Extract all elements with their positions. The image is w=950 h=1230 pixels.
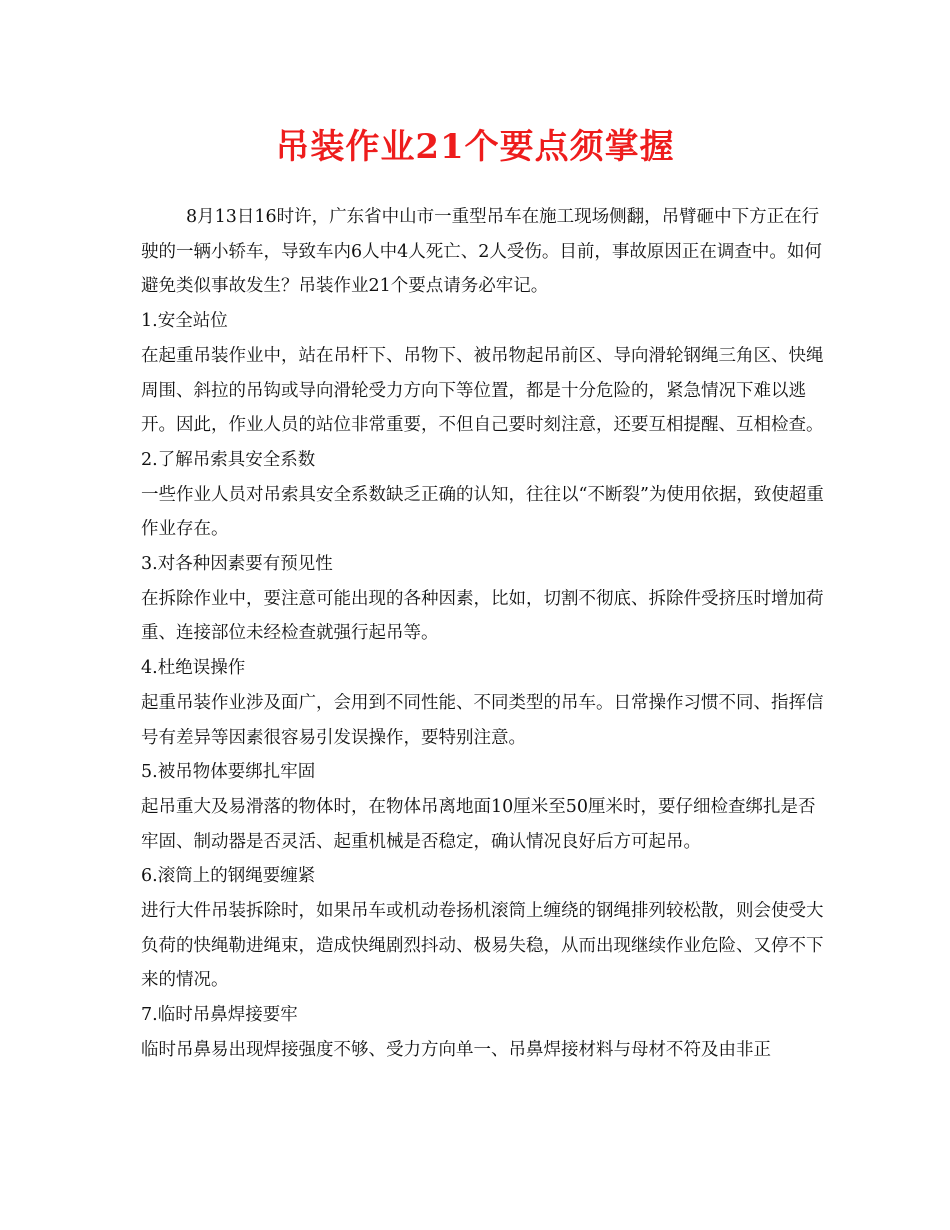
document-title: 吊装作业21个要点须掌握 [275, 127, 675, 167]
section-text: 在拆除作业中，要注意可能出现的各种因素，比如，切割不彻底、拆除件受挤压时增加荷重、连接部位未经检查就强行起吊等。 [141, 588, 824, 644]
section-heading: 5.被吊物体要绑扎牢固 [141, 762, 316, 783]
section-text: 起吊重大及易滑落的物体时，在物体吊离地面10厘米至50厘米时，要仔细检查绑扎是否牢固、制动器是否灵活、起重机械是否稳定，确认情况良好后方可起吊。 [141, 796, 816, 852]
section-text: 在起重吊装作业中，站在吊杆下、吊物下、被吊物起吊前区、导向滑轮钢绳三角区、快绳周围、斜拉的吊钩或导向滑轮受力方向下等位置，都是十分危险的，紧急情况下难以逃开。因此，作业人员的站位非常重要，不但自己要时刻注意，还要互相提醒、互相检查。 [141, 345, 824, 436]
section-text: 进行大件吊装拆除时，如果吊车或机动卷扬机滚筒上缠绕的钢绳排列较松散，则会使受大负荷的快绳勒进绳束，造成快绳剧烈抖动、极易失稳，从而出现继续作业危险、又停不下来的情况。 [141, 901, 824, 991]
section-heading: 6.滚筒上的钢绳要缠紧 [141, 866, 316, 887]
section-heading: 2.了解吊索具安全系数 [141, 449, 316, 470]
section-text: 一些作业人员对吊索具安全系数缺乏正确的认知，往往以“不断裂”为使用依据，致使超重作业存在。 [141, 484, 824, 540]
section-heading: 1.安全站位 [141, 311, 228, 332]
section-text: 起重吊装作业涉及面广，会用到不同性能、不同类型的吊车。日常操作习惯不同、指挥信号有差异等因素很容易引发误操作，要特别注意。 [141, 692, 824, 748]
section-text: 临时吊鼻易出现焊接强度不够、受力方向单一、吊鼻焊接材料与母材不符及由非正 [141, 1039, 771, 1060]
intro-paragraph: 8月13日16时许，广东省中山市一重型吊车在施工现场侧翻，吊臂砸中下方正在行驶的一辆小轿车，导致车内6人中4人死亡、2人受伤。目前，事故原因正在调查中。如何避免类似事故发生？吊装作业21个要点请务必牢记。 [141, 207, 822, 297]
document-body [141, 200, 831, 1068]
section-heading: 3.对各种因素要有预见性 [141, 554, 333, 575]
section-heading: 4.杜绝误操作 [141, 658, 246, 679]
section-heading: 7.临时吊鼻焊接要牢 [141, 1005, 298, 1026]
